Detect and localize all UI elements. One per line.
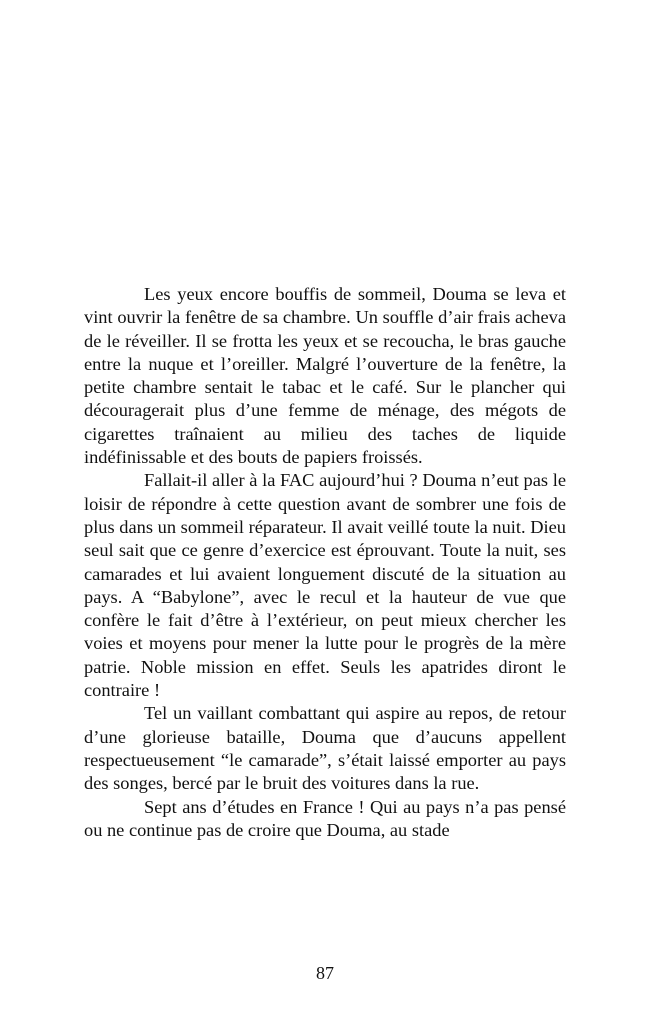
- body-text: [84, 283, 566, 842]
- paragraph-3: Tel un vaillant combattant qui aspire au repos, de retour d’une glorieuse bataille, Douma que d’aucuns appellent respectueusement “le camarade”, s’était laissé emporter au pays des songes, bercé par le bruit des voitures dans la rue.: [84, 703, 566, 794]
- paragraph-4: Sept ans d’études en France ! Qui au pays n’a pas pensé ou ne continue pas de croire que Douma, au stade: [84, 796, 566, 840]
- paragraph-2: Fallait-il aller à la FAC aujourd’hui ? Douma n’eut pas le loisir de répondre à cette question avant de sombrer une fois de plus dans un sommeil réparateur. Il avait veillé toute la nuit. Dieu seul sait que ce genre d’exercice est éprouvant. Toute la nuit, ses camarades et lui avaient longuement discuté de la situation au pays. A “Babylone”, avec le recul et la hauteur de vue que confère le fait d’être à l’extérieur, on peut mieux chercher les voies et moyens pour mener la lutte pour le progrès de la mère patrie. Noble mission en effet. Seuls les apatrides diront le contraire !: [84, 470, 566, 701]
- paragraph-1: Les yeux encore bouffis de sommeil, Douma se leva et vint ouvrir la fenêtre de sa chambre. Un souffle d’air frais acheva de le réveiller. Il se frotta les yeux et se recoucha, le bras gauche entre la nuque et l’oreiller. Malgré l’ouverture de la fenêtre, la petite chambre sentait le tabac et le café. Sur le plancher qui découragerait plus d’une femme de ménage, des mégots de cigarettes traînaient au milieu des taches de liquide indéfinissable et des bouts de papiers froissés.: [84, 284, 566, 468]
- page-number: 87: [316, 963, 334, 983]
